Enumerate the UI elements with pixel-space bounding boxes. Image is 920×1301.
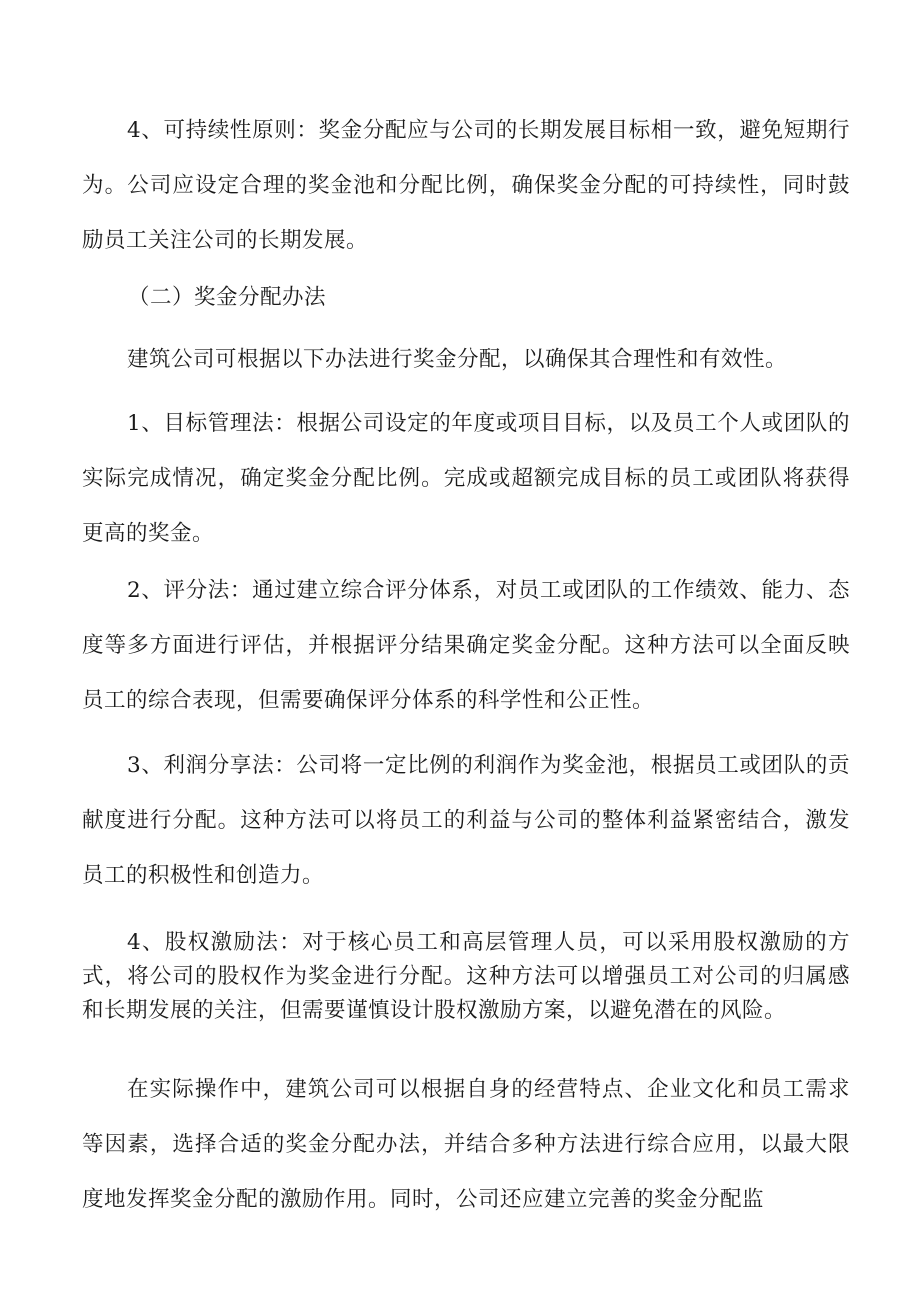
paragraph-method-scoring: 2、评分法：通过建立综合评分体系，对员工或团队的工作绩效、能力、态度等多方面进行评估，并根据评分结果确定奖金分配。这种方法可以全面反映员工的综合表现，但需要确保评分体系的科学性和公正性。 — [82, 578, 850, 713]
section-heading-bonus-methods: （二）奖金分配办法 — [128, 285, 327, 310]
paragraph-method-profit-sharing: 3、利润分享法：公司将一定比例的利润作为奖金池，根据员工或团队的贡献度进行分配。这种方法可以将员工的利益与公司的整体利益紧密结合，激发员工的积极性和创造力。 — [82, 753, 850, 888]
paragraph-method-objective-management: 1、目标管理法：根据公司设定的年度或项目目标，以及员工个人或团队的实际完成情况，确定奖金分配比例。完成或超额完成目标的员工或团队将获得更高的奖金。 — [82, 411, 850, 546]
paragraph-sustainability-principle: 4、可持续性原则：奖金分配应与公司的长期发展目标相一致，避免短期行为。公司应设定合理的奖金池和分配比例，确保奖金分配的可持续性，同时鼓励员工关注公司的长期发展。 — [82, 118, 850, 253]
paragraph-methods-intro: 建筑公司可根据以下办法进行奖金分配，以确保其合理性和有效性。 — [127, 347, 788, 372]
paragraph-closing: 在实际操作中，建筑公司可以根据自身的经营特点、企业文化和员工需求等因素，选择合适的奖金分配办法，并结合多种方法进行综合应用，以最大限度地发挥奖金分配的激励作用。同时，公司还应建立完善的奖金分配监 — [82, 1077, 850, 1212]
paragraph-method-equity-incentive: 4、股权激励法：对于核心员工和高层管理人员，可以采用股权激励的方式，将公司的股权作为奖金进行分配。这种方法可以增强员工对公司的归属感和长期发展的关注，但需要谨慎设计股权激励方案，以避免潜在的风险。 — [82, 930, 850, 1023]
